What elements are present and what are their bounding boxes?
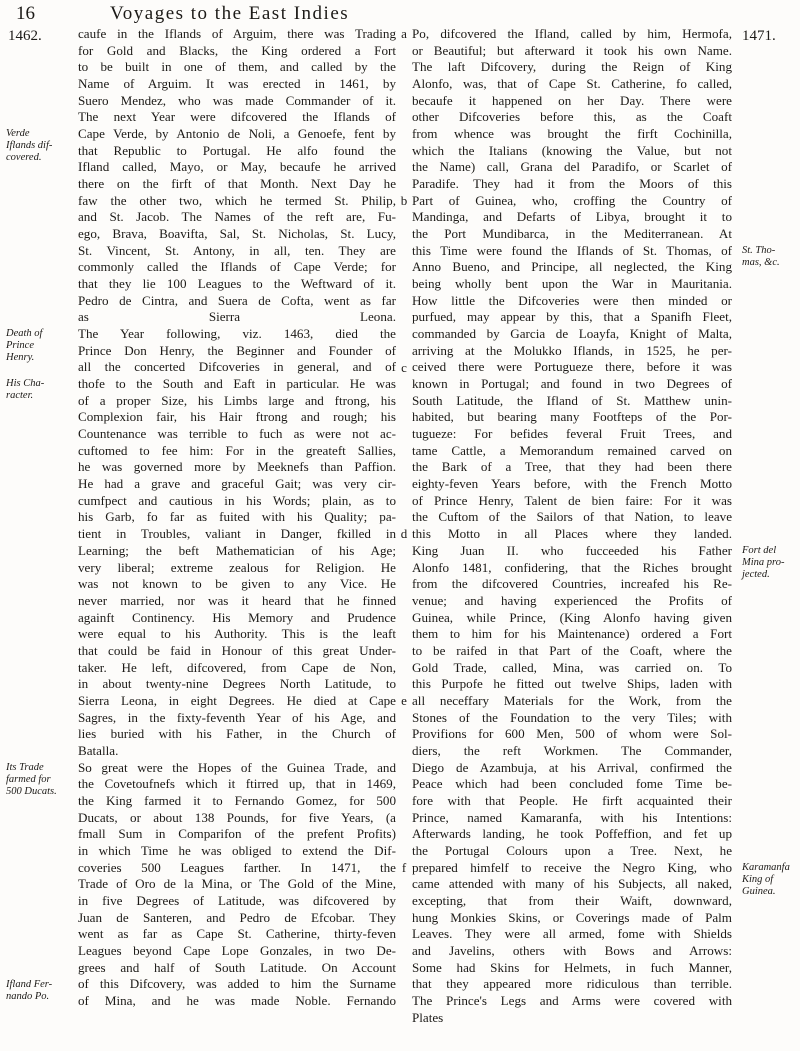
margin-note-right: Fort del Mina pro- jected.	[742, 545, 785, 581]
text-line: this Purpofe he fitted out twelve Ships, laden with	[412, 676, 732, 692]
left-column	[78, 26, 396, 1010]
text-line: all the concerted Difcoveries in general, and of	[78, 359, 396, 375]
text-line: of Prince Henry, Talent de bien faire: For it was	[412, 492, 732, 508]
text-line: Cape Verde, by Antonio de Noli, a Genoefe, fent by	[78, 126, 396, 142]
text-line: cuftomed to fee him: For in the greateft Sallies,	[78, 442, 396, 458]
text-line: The Year following, viz. 1463, died the	[78, 326, 396, 342]
text-line: grees and half of South Latitude. On Account	[78, 959, 396, 975]
text-line: which the Italians (knowing the Value, but not	[412, 142, 732, 158]
text-line: Ifland called, Mayo, or May, becaufe he arrived	[78, 159, 396, 175]
text-line: Peace which had been concluded fome Time be-	[412, 776, 732, 792]
text-line: being wholly bent upon the War in Mauritania.	[412, 276, 732, 292]
text-line: commanded by Garcia de Loayfa, Knight of Malta,	[412, 326, 732, 342]
text-line: tame Cattle, a Memorandum remained carved on	[412, 442, 732, 458]
text-line: Sierra Leona, in eight Degrees. He died at Cape	[78, 692, 396, 708]
column-letter: d	[400, 526, 408, 542]
text-line: or Beautiful; but afterward it took his own Name.	[412, 42, 732, 58]
text-line: of Mina, and he was made Noble. Fernando	[78, 992, 396, 1008]
text-line: them to him for his Maintenance) ordered a Fort	[412, 626, 732, 642]
text-line: The laft Difcovery, during the Reign of King	[412, 59, 732, 75]
text-line: Sagres, in the fixty-feventh Year of his Age, and	[78, 709, 396, 725]
text-line: Complexion fair, his Hair ftrong and rough; his	[78, 409, 396, 425]
text-line: that could be faid in Honour of this great Under-	[78, 642, 396, 658]
text-line: Provifions for 600 Men, 500 of whom were Sol-	[412, 726, 732, 742]
column-letter: c	[401, 359, 407, 375]
text-line: the Cuftom of the Sailors of that Nation, to leave	[412, 509, 732, 525]
text-line: purfued, may appear by this, that a Spanifh Fleet,	[412, 309, 732, 325]
text-line: ego, Brava, Boavifta, Sal, St. Nicholas, St. Lucy,	[78, 226, 396, 242]
text-line: Po, difcovered the Ifland, called by him, Hermofa,	[412, 26, 732, 41]
text-line: Anno Bueno, and Principe, all neglected, the King	[412, 259, 732, 275]
text-line: all neceffary Materials for the Work, from the	[412, 692, 732, 708]
text-line: Part of Guinea, who, croffing the Country of	[412, 192, 732, 208]
text-line: becaufe it happened on her Day. There were	[412, 92, 732, 108]
text-line: Some had Skins for Helmets, in fuch Manner,	[412, 959, 732, 975]
text-line: Batalla.	[78, 742, 119, 758]
text-line: South Latitude, the Ifland of St. Matthew unin-	[412, 392, 732, 408]
text-line: his Garb, fo far as fuited with his Quality; pa-	[78, 509, 396, 525]
text-line: Learning; the beft Mathematician of his Age;	[78, 542, 396, 558]
text-line: Plates	[412, 1009, 444, 1025]
margin-note-left: Ifland Fer- nando Po.	[6, 978, 53, 1002]
text-line: of this Difcovery, was added to him the Surname	[78, 976, 396, 992]
text-line: hung Monkies Skins, or Coverings made of Palm	[412, 909, 732, 925]
text-line: cumfpect and cautious in his Words; plain, as to	[78, 492, 396, 508]
text-line: tient in Troubles, valiant in Danger, fkilled in	[78, 526, 396, 542]
text-line: very liberal; extreme zealous for Religion. He	[78, 559, 396, 575]
text-line: So great were the Hopes of the Guinea Trade, and	[78, 759, 396, 775]
text-line: of a proper Size, his Limbs large and ftrong, his	[78, 392, 396, 408]
text-line: to be raifed in that Part of the Coaft, where the	[412, 642, 732, 658]
text-line: Guinea, while Prince, (King Alonfo having given	[412, 609, 732, 625]
text-line: for Gold and Blacks, the King ordered a Fort	[78, 42, 396, 58]
margin-note-right: St. Tho- mas, &c.	[742, 244, 780, 268]
column-letter: e	[401, 693, 407, 709]
column-letter: a	[401, 26, 407, 41]
text-line: prepared himfelf to receive the Negro King, who	[412, 859, 732, 875]
text-line: coveries 500 Leagues farther. In 1471, the	[78, 859, 396, 875]
text-line: known in Portugal; and found in two Degrees of	[412, 376, 732, 392]
text-line: thofe to the South and Eaft in particular. He was	[78, 376, 396, 392]
text-line: was not known to be given to any Vice. He	[78, 576, 396, 592]
text-line: and St. Jacob. The Names of the reft are, Fu-	[78, 209, 396, 225]
text-line: the Covetoufnefs which it ftirred up, that in 1469,	[78, 776, 396, 792]
text-line: St. Vincent, St. Antony, in all, ten. They are	[78, 242, 396, 258]
text-line: that they lie 100 Leagues to the Weftward of it.	[78, 276, 396, 292]
text-line: that Republic to Portugal. He alfo found the	[78, 142, 396, 158]
text-line: Juan de Santeren, and Pedro de Efcobar. They	[78, 909, 396, 925]
margin-note-left: Verde Iflands dif- covered.	[6, 128, 53, 164]
column-letter: b	[400, 192, 408, 208]
text-line: againft Continency. His Memory and Prudence	[78, 609, 396, 625]
text-line: this Time were found the Iflands of St. Thomas, of	[412, 242, 732, 258]
year-left: 1462.	[8, 28, 42, 44]
text-line: other Difcoveries before this, as the Coaft	[412, 109, 732, 125]
text-line: never married, nor was it heard that he finned	[78, 592, 396, 608]
page-number: 16	[16, 3, 35, 24]
text-line: went as far as Cape St. Catherine, thirty-feven	[78, 926, 396, 942]
margin-note-left: His Cha- racter.	[6, 378, 45, 402]
margin-note-left: Death of Prince Henry.	[6, 328, 43, 364]
text-line: in which Time he was obliged to extend the Dif-	[78, 842, 396, 858]
text-line: fore with that People. He firft acquainted their	[412, 792, 732, 808]
text-line: from the difcovered Countries, increafed his Re-	[412, 576, 732, 592]
text-line: taker. He left, difcovered, from Cape de Non,	[78, 659, 396, 675]
text-line: the Port Mundibarca, in the Mediterranean. At	[412, 226, 732, 242]
running-title: Voyages to the East Indies	[110, 3, 350, 24]
text-line: Name of Arguim. It was erected in 1461, by	[78, 76, 396, 92]
text-line: to be built in one of them, and called by the	[78, 59, 396, 75]
text-line: Trade of Oro de la Mina, or The Gold of the Mine,	[78, 876, 396, 892]
margin-note-right: Karamanfa King of Guinea.	[742, 862, 790, 897]
text-line: How little the Difcoveries were then minded or	[412, 292, 732, 308]
text-line: the Name) call, Grana del Paradifo, or Scarlet of	[412, 159, 732, 175]
text-line: Ducats, or about 138 Pounds, for five Years, (a	[78, 809, 396, 825]
text-line: Leaves. They were all armed, fome with Shields	[412, 926, 732, 942]
text-line: Suero Mendez, who was made Commander of it.	[78, 92, 396, 108]
page-header	[8, 2, 792, 26]
margin-note-left: Its Trade farmed for 500 Ducats.	[6, 761, 57, 797]
text-line: Stones of the Foundation to the very Tiles; with	[412, 709, 732, 725]
text-line: Countenance was terrible to fuch as were not ac-	[78, 426, 396, 442]
text-line: Prince, named Kamaranfa, with his Intentions:	[412, 809, 732, 825]
text-line: he was governed more by Meeknefs than Paffion.	[78, 459, 396, 475]
text-line: the Bark of a Tree, that they had been there	[412, 459, 732, 475]
text-line: were equal to his Authority. This is the leaft	[78, 626, 396, 642]
text-line: The Prince's Legs and Arms were covered with	[412, 992, 732, 1008]
text-line: Mandinga, and Defarts of Libya, brought it to	[412, 209, 732, 225]
text-line: He had a grave and graceful Gait; was very cir-	[78, 476, 396, 492]
year-right: 1471.	[742, 28, 776, 44]
text-line: fmall Sum in Comparifon of the prefent Profits)	[78, 826, 396, 842]
text-line: Leagues beyond Cape Lope Gonzales, in two De-	[78, 942, 396, 958]
text-line: excepting, that from their Waift, downward,	[412, 892, 732, 908]
text-line: Paradife. They had it from the Moors of this	[412, 176, 732, 192]
text-line: lies buried with his Father, in the Church of	[78, 726, 396, 742]
text-line: Gold Trade, called, Mina, was carried on. To	[412, 659, 732, 675]
text-line: faw the other two, which he termed St. Philip,	[78, 192, 396, 208]
text-line: eighty-feven Years before, with the French Motto	[412, 476, 732, 492]
text-line: there on the firft of that Month. Next Day he	[78, 176, 396, 192]
text-line: Pedro de Cintra, and Suera de Cofta, went as far	[78, 292, 396, 308]
text-line: Diego de Azambuja, at his Arrival, confirmed the	[412, 759, 732, 775]
text-line: as Sierra Leona.	[78, 309, 396, 325]
text-line: in about twenty-nine Degrees North Latitude, to	[78, 676, 396, 692]
text-line: tugueze: For befides feveral Fruit Trees, and	[412, 426, 732, 442]
text-line: arriving at the Molukko Iflands, in 1525, he per-	[412, 342, 732, 358]
text-line: the Portugal Colours upon a Tree. Next, he	[412, 842, 732, 858]
text-line: and Javelins, others with Bows and Arrows:	[412, 942, 732, 958]
text-line: that they appeared more ridiculous than terrible.	[412, 976, 732, 992]
text-line: Alonfo, was, that of Cape St. Catherine, fo called,	[412, 76, 732, 92]
text-line: the King farmed it to Fernando Gomez, for 500	[78, 792, 396, 808]
text-line: Alonfo 1481, confidering, that the Riches brought	[412, 559, 732, 575]
text-line: Prince Don Henry, the Beginner and Founder of	[78, 342, 396, 358]
text-line: King Juan II. who fucceeded his Father	[412, 542, 732, 558]
text-line: habited, but bearing many Footfteps of the Por-	[412, 409, 732, 425]
text-line: ceived there were Portugueze there, before it was	[412, 359, 732, 375]
text-line: from whence was brought the firft Cochinilla,	[412, 126, 732, 142]
column-letter: f	[401, 860, 407, 875]
text-line: diers, the reft Workmen. The Commander,	[412, 742, 732, 758]
text-line: venue; and having experienced the Profits of	[412, 592, 732, 608]
text-line: Afterwards landing, he took Poffeffion, and fet up	[412, 826, 732, 842]
text-line: this Motto in all Places where they landed.	[412, 526, 732, 542]
text-line: commonly called the Iflands of Cape Verde; for	[78, 259, 396, 275]
text-line: The next Year were difcovered the Iflands of	[78, 109, 396, 125]
right-column	[412, 26, 732, 1026]
text-line: came attended with many of his Subjects, all naked,	[412, 876, 732, 892]
text-line: caufe in the Iflands of Arguim, there was Trading	[78, 26, 396, 41]
text-line: in five Degrees of Latitude, was difcovered by	[78, 892, 396, 908]
